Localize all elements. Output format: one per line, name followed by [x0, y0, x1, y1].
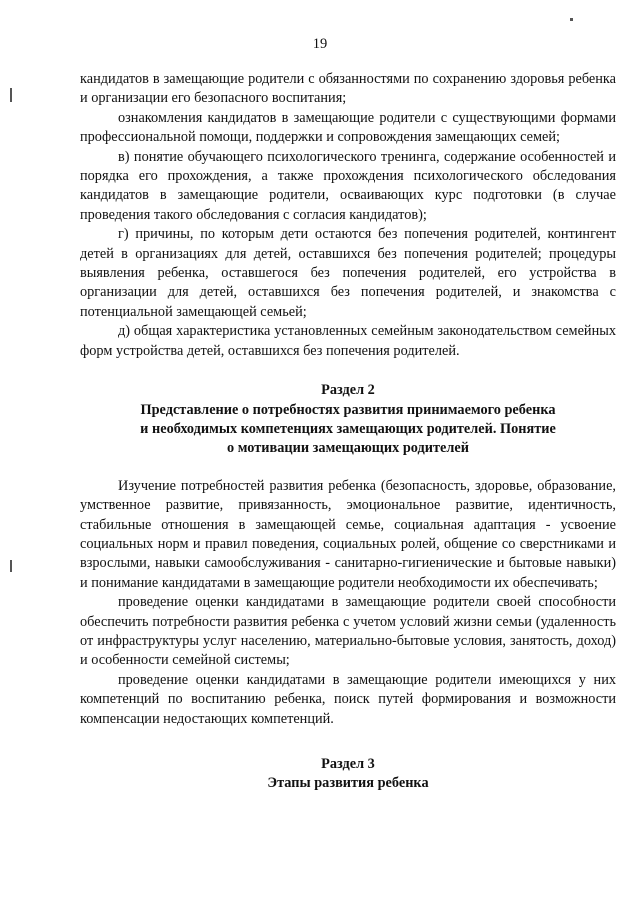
scan-mark-left-top: [10, 88, 12, 102]
section-2-body: [80, 477, 616, 729]
document-body: [80, 70, 616, 794]
section-2-heading: [80, 381, 616, 459]
section-2-title-line-1: Представление о потребностях развития принимаемого ребенка: [140, 401, 556, 418]
paragraph-competence-assessment: проведение оценки кандидатами в замещающие родители имеющихся у них компетенций по воспитанию ребенка, поиск путей формирования и возможности компенсации недостающих компетенций.: [80, 671, 616, 727]
section-2-title-line-3: о мотивации замещающих родителей: [227, 440, 469, 457]
paragraph-familiarization: ознакомления кандидатов в замещающие родители с существующими формами профессиональной помощи, поддержки и сопровождения замещающих семей;: [80, 109, 616, 146]
paragraph-item-g: г) причины, по которым дети остаются без попечения родителей, контингент детей в организациях для детей, оставшихся без попечения родителей; процедуры выявления ребенка, оставшегося без попечения родителей, его устройства в организации для детей, оставшихся без попечения родителей, и знакомства с потенциальной замещающей семьей;: [80, 226, 616, 320]
scan-mark-left-bottom: [10, 560, 12, 572]
section-3-heading: [80, 755, 616, 794]
section-3-label: Раздел 3: [321, 756, 375, 772]
section-2-title-line-2: и необходимых компетенциях замещающих родителей. Понятие: [140, 420, 556, 437]
section-2-label: Раздел 2: [321, 382, 375, 399]
paragraph-needs-study: Изучение потребностей развития ребенка (безопасность, здоровье, образование, умственное развитие, привязанность, эмоциональное развитие, идентичность, стабильные отношения в замещающей семье, социальная адаптация - усвоение социальных норм и правил поведения, социальных ролей, общение со сверстниками и взрослыми, навыки самообслуживания - санитарно-гигиенические и бытовые навыки) и понимание кандидатами в замещающие родители необходимости их обеспечивать;: [80, 477, 616, 591]
scan-mark-dot: [570, 18, 573, 21]
paragraph-continuation: кандидатов в замещающие родители с обязанностями по сохранению здоровья ребенка и организации его безопасного воспитания;: [80, 71, 616, 107]
section-3-title: Этапы развития ребенка: [267, 775, 429, 792]
paragraph-item-d: д) общая характеристика установленных семейным законодательством семейных форм устройства детей, оставшихся без попечения родителей.: [80, 323, 616, 359]
page-number: 19: [312, 36, 328, 52]
paragraph-item-v: в) понятие обучающего психологического тренинга, содержание особенностей и порядка его прохождения, а также прохождения психологического обследования кандидатов в замещающие родители, осваивающих курс подготовки (в случае проведения такого обследования с согласия кандидатов);: [80, 148, 616, 223]
paragraph-ability-assessment: проведение оценки кандидатами в замещающие родители своей способности обеспечить потребности развития ребенка с учетом условий жизни семьи (удаленность от инфраструктуры услуг населению, материально-бытовые условия, занятость, доход) и особенности семейной системы;: [80, 594, 616, 669]
